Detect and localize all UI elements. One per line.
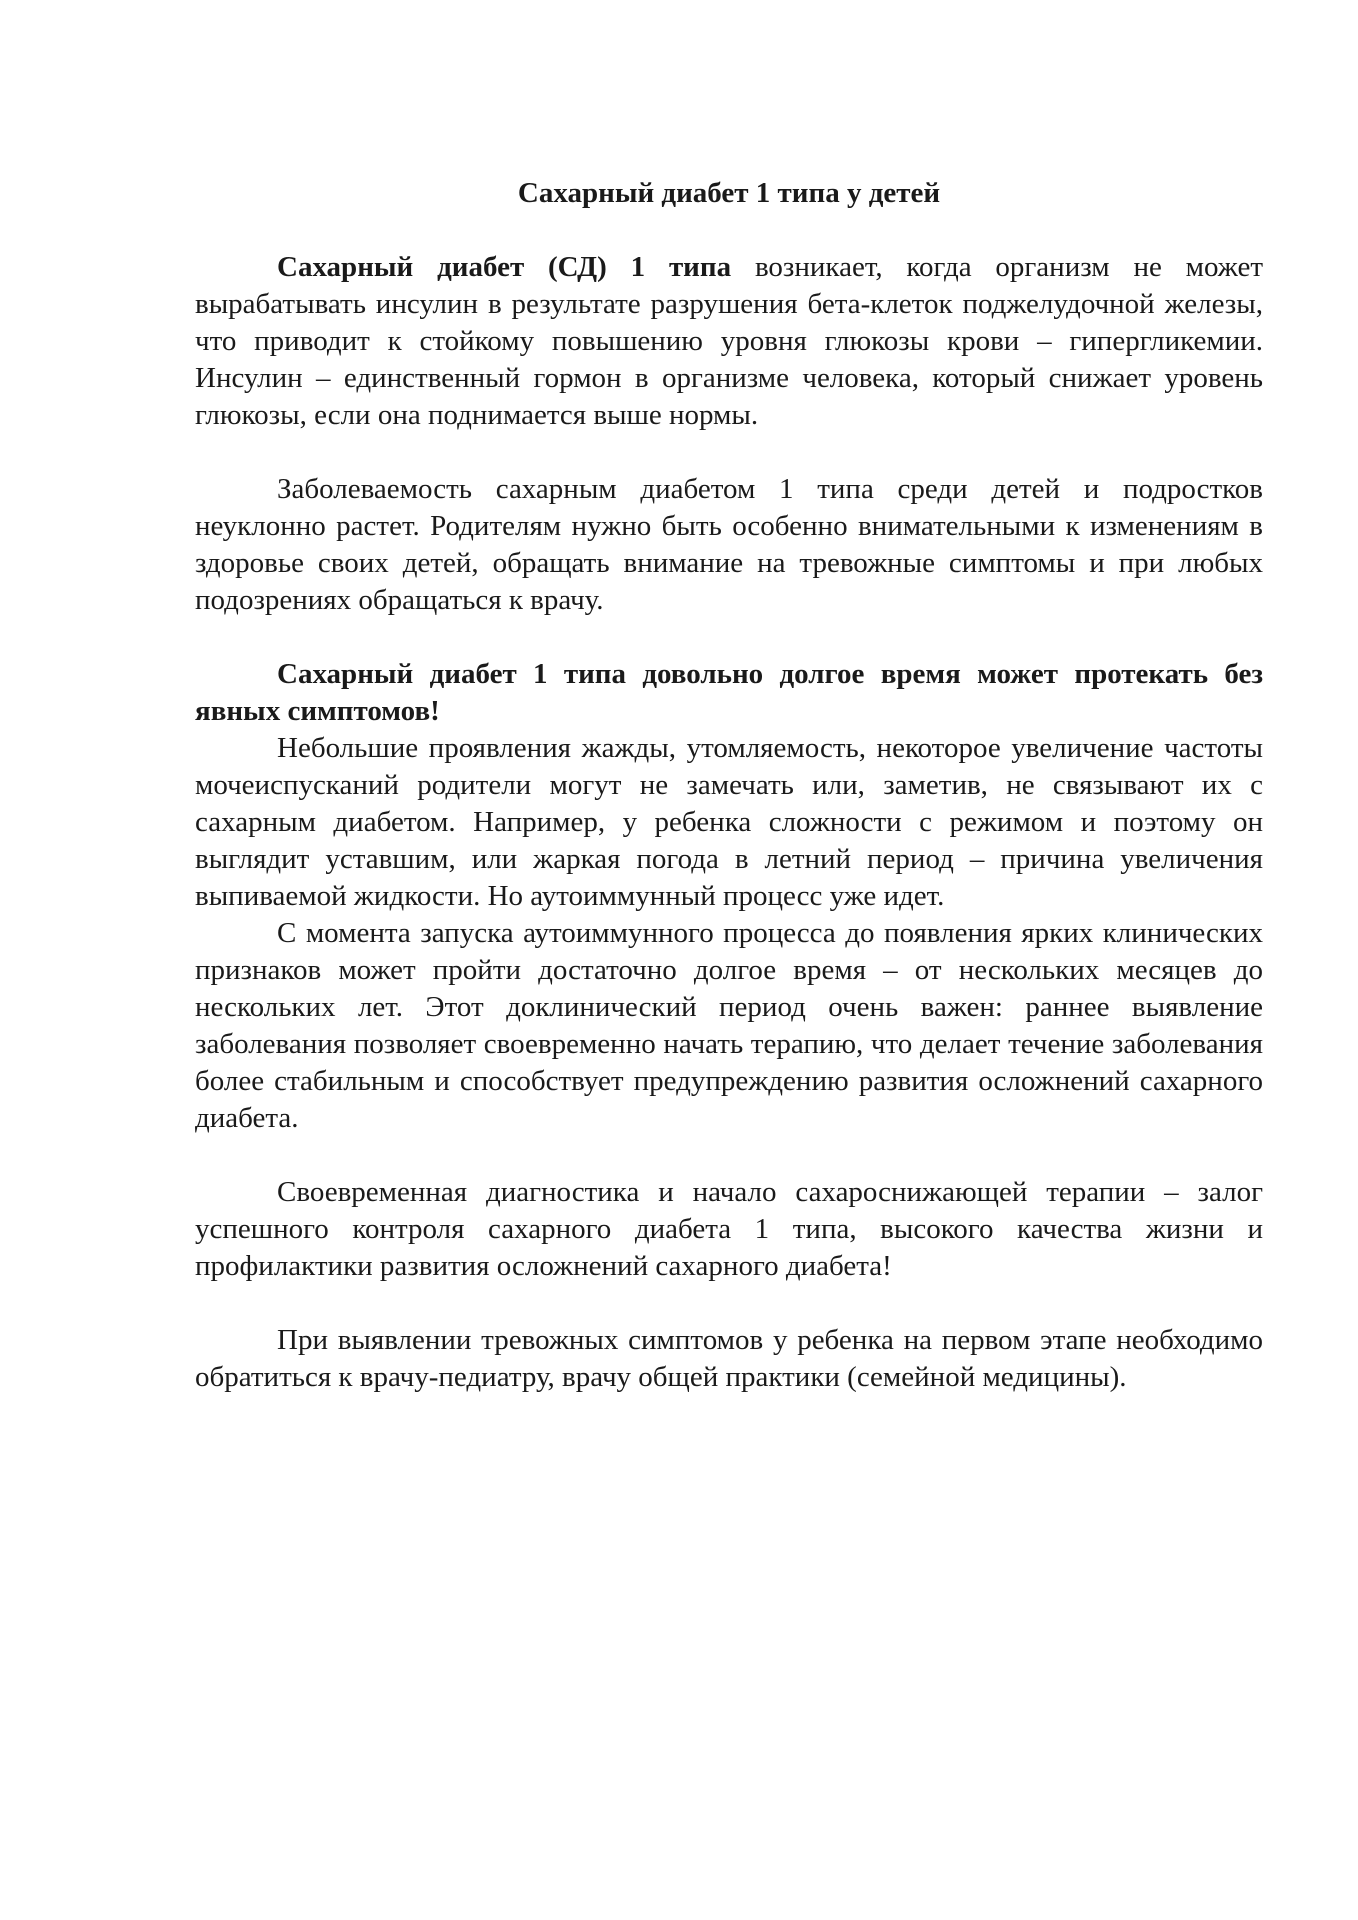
paragraph-doctor: При выявлении тревожных симптомов у ребенка на первом этапе необходимо обратиться к врачу-педиатру, врачу общей практики (семейной медицины). [195, 1324, 1263, 1393]
paragraph-preclinical: С момента запуска аутоиммунного процесса до появления ярких клинических признаков может пройти достаточно долгое время – от нескольких месяцев до нескольких лет. Этот доклинический период очень важен: раннее выявление заболевания позволяет своевременно начать терапию, что делает течение заболевания более стабильным и способствует предупреждению развития осложнений сахарного диабета. [195, 917, 1263, 1134]
paragraph-definition-text: возникает, когда организм не может вырабатывать инсулин в результате разрушения бета-клеток поджелудочной железы, что приводит к стойкому повышению уровня глюкозы крови – гипергликемии. Инсулин – единственный гормон в организме человека, который снижает уровень глюкозы, если она поднимается выше нормы. [195, 251, 1263, 431]
paragraph-symptoms: Небольшие проявления жажды, утомляемость, некоторое увеличение частоты мочеиспусканий родители могут не замечать или, заметив, не связывают их с сахарным диабетом. Например, у ребенка сложности с режимом и поэтому он выглядит уставшим, или жаркая погода в летний период – причина увеличения выпиваемой жидкости. Но аутоиммунный процесс уже идет. [195, 732, 1263, 912]
paragraph-definition [195, 249, 1263, 434]
paragraph-incidence: Заболеваемость сахарным диабетом 1 типа среди детей и подростков неуклонно растет. Родителям нужно быть особенно внимательными к изменениям в здоровье своих детей, обращать внимание на тревожные симптомы и при любых подозрениях обращаться к врачу. [195, 473, 1263, 616]
paragraph-definition-term: Сахарный диабет (СД) 1 типа [277, 251, 732, 283]
paragraph-diagnostics: Своевременная диагностика и начало сахароснижающей терапии – залог успешного контроля сахарного диабета 1 типа, высокого качества жизни и профилактики развития осложнений сахарного диабета! [195, 1176, 1263, 1282]
paragraph-warning-text: Сахарный диабет 1 типа довольно долгое время может протекать без явных симптомов! [195, 658, 1263, 727]
document-title: Сахарный диабет 1 типа у детей [517, 177, 941, 209]
document-body [195, 175, 1263, 1396]
paragraph-warning [195, 656, 1263, 730]
